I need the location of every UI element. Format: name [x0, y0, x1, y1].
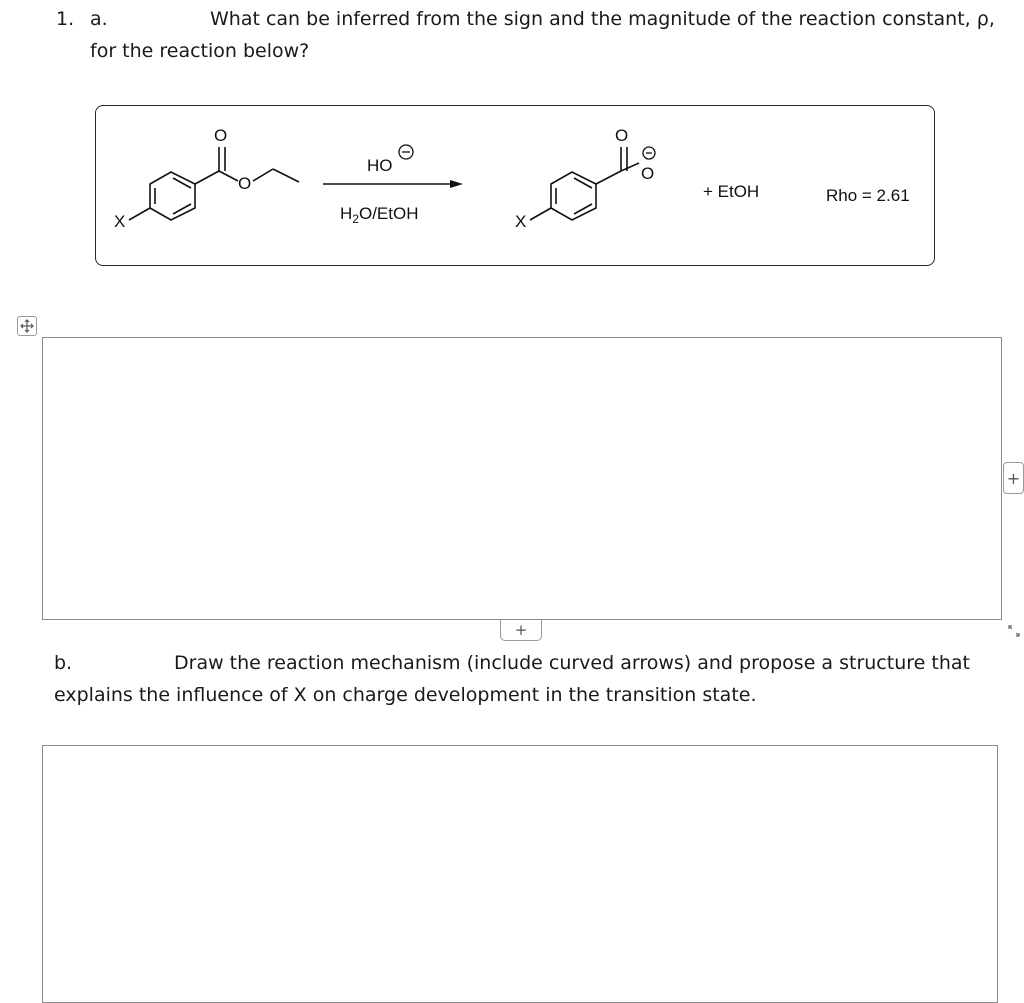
reaction-scheme: [95, 105, 935, 266]
reactant-structure: [129, 147, 299, 220]
reaction-arrowhead: [450, 180, 463, 188]
negative-charge-icon: [399, 145, 413, 159]
reactant-substituent-x: X: [114, 212, 126, 231]
reactant-carbonyl-oxygen: O: [214, 126, 228, 145]
product-anion-oxygen: O: [641, 164, 655, 183]
move-arrows-icon[interactable]: [17, 316, 37, 336]
part-a-label: a.: [90, 8, 108, 30]
reactant-ester-oxygen: O: [238, 174, 252, 193]
answer-box-part-a[interactable]: [42, 337, 1002, 620]
resize-diagonal-icon[interactable]: [1003, 620, 1024, 641]
add-column-button[interactable]: +: [1003, 462, 1024, 494]
answer-box-part-b[interactable]: [42, 745, 998, 1003]
byproduct-ethanol: + EtOH: [703, 182, 760, 201]
reagent-hydroxide: HO: [367, 156, 393, 175]
reagent-solvent: $H_2O$/EtOH: [340, 204, 419, 226]
rho-value: Rho = 2.61: [826, 186, 910, 205]
part-a-question-line2: for the reaction below?: [90, 40, 310, 62]
part-b-label: b.: [54, 652, 73, 674]
product-carbonyl-oxygen: O: [615, 126, 629, 145]
part-b-question-line1: Draw the reaction mechanism (include curved arrows) and propose a structure that: [174, 652, 970, 674]
part-a-question-line1: What can be inferred from the sign and the magnitude of the reaction constant, ρ,: [210, 8, 995, 30]
question-number: 1.: [56, 8, 75, 30]
product-substituent-x: X: [515, 212, 527, 231]
negative-charge-icon: [643, 147, 655, 159]
add-row-button[interactable]: +: [500, 620, 542, 641]
part-b-question-line2: explains the influence of X on charge development in the transition state.: [54, 684, 757, 706]
product-structure: [530, 147, 639, 220]
